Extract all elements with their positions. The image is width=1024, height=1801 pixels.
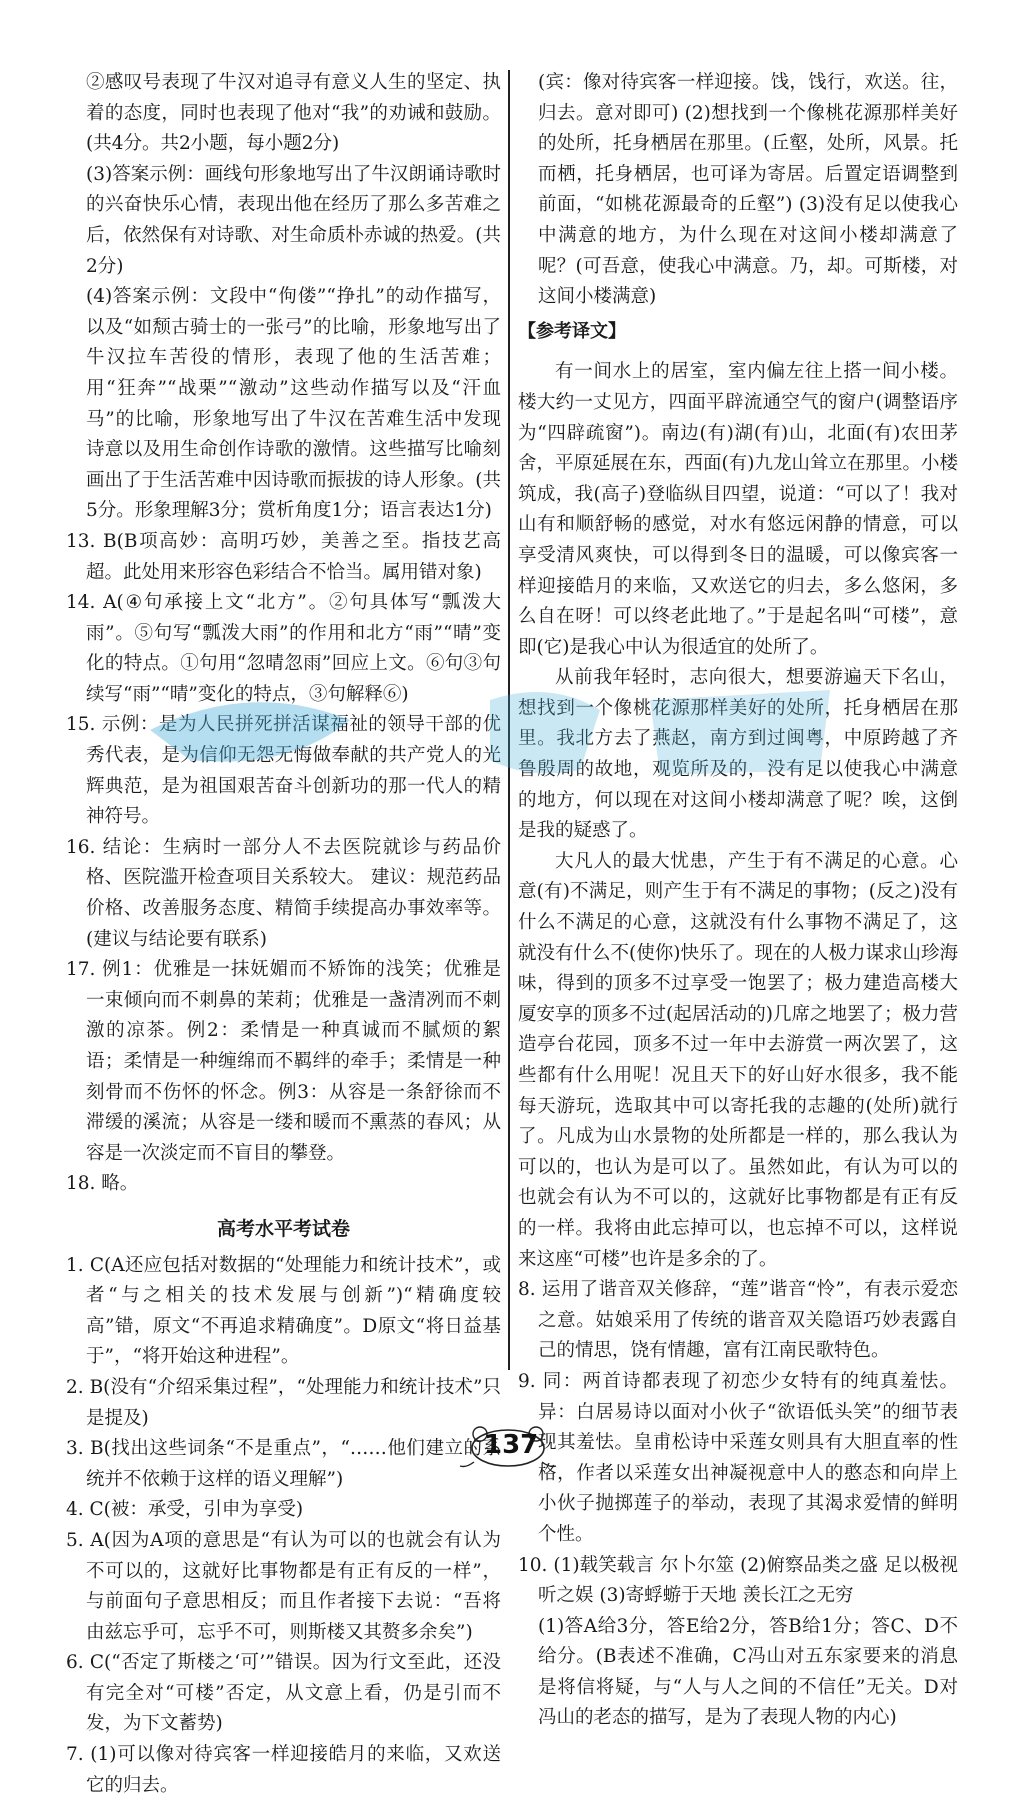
answer-7-continued: (宾：像对待宾客一样迎接。饯，饯行，欢送。往，归去。意对即可) (2)想找到一个像桃花源那样美好的处所，托身栖居在那里。(丘壑，处所，风景。托而栖，托身栖居，也可译为寄居。后置定语调整到前面，“如桃花源最奇的丘壑”) (3)没有足以使我心中满意的地方，为什么现在对这间小楼却满意了呢？(可吾意，使我心中满意。乃，却。可斯楼，对这间小楼满意) (538, 72, 958, 308)
answer-paragraph: (4)答案示例：文段中“佝偻”“挣扎”的动作描写，以及“如颓古骑士的一张弓”的比喻，形象地写出了牛汉拉车苦役的情形，表现了他的生活苦难；用“狂奔”“战栗”“激动”这些动作描写以及“汗血马”的比喻，形象地写出了牛汉在苦难生活中发现诗意以及用生命创作诗歌的激情。这些描写比喻刻画出了于生活苦难中因诗歌而振拔的诗人形象。(共5分。形象理解3分；赏析角度1分；语言表达1分) (86, 286, 501, 522)
translation-paragraph: 大凡人的最大忧患，产生于有不满足的心意。心意(有)不满足，则产生于有不满足的事物；(反之)没有什么不满足的心意，这就没有什么事物不满足了，这就没有什么不(使你)快乐了。现在的人极力谋求山珍海味，得到的顶多不过享受一饱罢了；极力建造高楼大厦安享的顶多不过(起居活动的)几席之地罢了；极力营造亭台花园，顶多不过一年中去游赏一两次罢了，这些都有什么用呢！况且天下的好山好水很多，我不能每天游玩，选取其中可以寄托我的志趣的(处所)就行了。凡成为山水景物的处所都是一样的，那么我认为可以的，也认为是可以了。虽然如此，有认为可以的也就会有认为不可以的，这就好比事物都是有正有反的一样。我将由此忘掉可以，也忘掉不可以，这样说来这座“可楼”也许是多余的了。 (518, 850, 958, 1270)
answer-14: 14. A(④句承接上文“北方”。②句具体写“瓢泼大雨”。⑤句写“瓢泼大雨”的作用和北方“雨”“晴”变化的特点。①句用“忽晴忽雨”回应上文。⑥句③句续写“雨”“晴”变化的特点，③句解释⑥) (66, 592, 501, 705)
answer-6: 6. C(“否定了斯楼之‘可’”错误。因为行文至此，还没有完全对“可楼”否定，从文意上看，仍是引而不发，为下文蓄势) (66, 1652, 501, 1735)
translation-paragraph: 从前我年轻时，志向很大，想要游遍天下名山，想找到一个像桃花源那样美好的处所，托身栖居在那里。我北方去了燕赵，南方到过闽粤，中原跨越了齐鲁殷周的故地，观览所及的，没有足以使我心中满意的地方，何以现在对这间小楼却满意了呢？唉，这倒是我的疑惑了。 (518, 667, 958, 842)
answer-8: 8. 运用了谐音双关修辞，“莲”谐音“怜”，有表示爱恋之意。姑娘采用了传统的谐音双关隐语巧妙表露自己的情思，饶有情趣，富有江南民歌特色。 (518, 1279, 958, 1362)
answer-9: 9. 同：两首诗都表现了初恋少女特有的纯真羞怯。异：白居易诗以面对小伙子“欲语低头笑”的细节表现其羞怯。皇甫松诗中采莲女则具有大胆直率的性格，作者以采莲女出神凝视意中人的憨态和向岸上小伙子抛掷莲子的举动，表现了其渴求爱情的鲜明个性。 (518, 1370, 958, 1545)
translation-paragraph: 有一间水上的居室，室内偏左往上搭一间小楼。楼大约一丈见方，四面平辟流通空气的窗户(调整语序为“四辟疏窗”)。南边(有)湖(有)山，北面(有)农田茅舍，平原延展在东，西面(有)九龙山耸立在那里。小楼筑成，我(高子)登临纵目四望，说道：“可以了！我对山有和顺舒畅的感觉，对水有悠远闲静的情意，可以享受清风爽快，可以得到冬日的温暖，可以像宾客一样迎接皓月的来临，又欢送它的归去，多么悠闲，多么自在呀！可以终老此地了。”于是起名叫“可楼”，意即(它)是我心中认为很适宜的处所了。 (518, 361, 958, 658)
answer-1: 1. C(A还应包括对数据的“处理能力和统计技术”，或者“与之相关的技术发展与创新”)“精确度较高”错，原文“不再追求精确度”。D原文“将日益基于”，“将开始这种进程”。 (66, 1254, 501, 1368)
left-column (66, 68, 501, 1801)
answer-11: (1)答A给3分，答E给2分，答B给1分；答C、D不给分。(B表述不准确，C冯山对五东家要来的消息是将信将疑，与“人与人之间的不信任”无关。D对冯山的老态的描写，是为了表现人物的内心) (538, 1615, 958, 1729)
answer-paragraph: ②感叹号表现了牛汉对追寻有意义人生的坚定、执着的态度，同时也表现了他对“我”的劝诫和鼓励。(共4分。共2小题，每小题2分) (86, 72, 501, 155)
section-title: 高考水平考试卷 (216, 1217, 350, 1240)
page-number: 137 (484, 1430, 539, 1460)
answer-10: 10. (1)载笑载言 尔卜尔筮 (2)俯察品类之盛 足以极视听之娱 (3)寄蜉蝣于天地 羡长江之无穷 (518, 1554, 958, 1607)
answer-13: 13. B(B项高妙：高明巧妙，美善之至。指技艺高超。此处用来形容色彩结合不恰当。属用错对象) (66, 530, 501, 583)
answer-17: 17. 例1：优雅是一抹妩媚而不矫饰的浅笑；优雅是一束倾向而不刺鼻的茉莉；优雅是一盏清冽而不刺激的凉茶。例2：柔情是一种真诚而不腻烦的絮语；柔情是一种缠绵而不羁绊的牵手；柔情是一种刻骨而不伤怀的怀念。例3：从容是一条舒徐而不滞缓的溪流；从容是一缕和暖而不熏蒸的春风；从容是一次淡定而不盲目的攀登。 (66, 959, 501, 1164)
answer-4: 4. C(被：承受，引申为享受) (66, 1499, 304, 1521)
reference-translation-title: 【参考译文】 (518, 320, 626, 342)
right-column (518, 68, 958, 1734)
answer-16: 16. 结论：生病时一部分人不去医院就诊与药品价格、医院滥开检查项目关系较大。 建议：规范药品价格、改善服务态度、精简手续提高办事效率等。(建议与结论要有联系) (66, 836, 501, 950)
answer-3: 3. B(找出这些词条“不是重点”，“……他们建立的系统并不依赖于这样的语义理解”) (66, 1438, 501, 1490)
answer-2: 2. B(没有“介绍采集过程”，“处理能力和统计技术”只是提及) (66, 1376, 501, 1429)
answer-7: 7. (1)可以像对待宾客一样迎接皓月的来临，又欢送它的归去。 (66, 1744, 501, 1796)
answer-5: 5. A(因为A项的意思是“有认为可以的也就会有认为不可以的，这就好比事物都是有正有反的一样”，与前面句子意思相反；而且作者接下去说：“吾将由兹忘乎可，忘乎不可，则斯楼又其赘多余矣”) (66, 1529, 501, 1643)
answer-18: 18. 略。 (66, 1173, 139, 1195)
answer-paragraph: (3)答案示例：画线句形象地写出了牛汉朗诵诗歌时的兴奋快乐心情，表现出他在经历了那么多苦难之后，依然保有对诗歌、对生命质朴赤诚的热爱。(共2分) (86, 163, 501, 277)
answer-15: 15. 示例：是为人民拼死拼活谋福祉的领导干部的优秀代表，是为信仰无怨无悔做奉献的共产党人的光辉典范，是为祖国艰苦奋斗创新功的那一代人的精神符号。 (66, 714, 501, 828)
page-number-badge (456, 1422, 566, 1472)
column-divider (508, 70, 510, 1370)
